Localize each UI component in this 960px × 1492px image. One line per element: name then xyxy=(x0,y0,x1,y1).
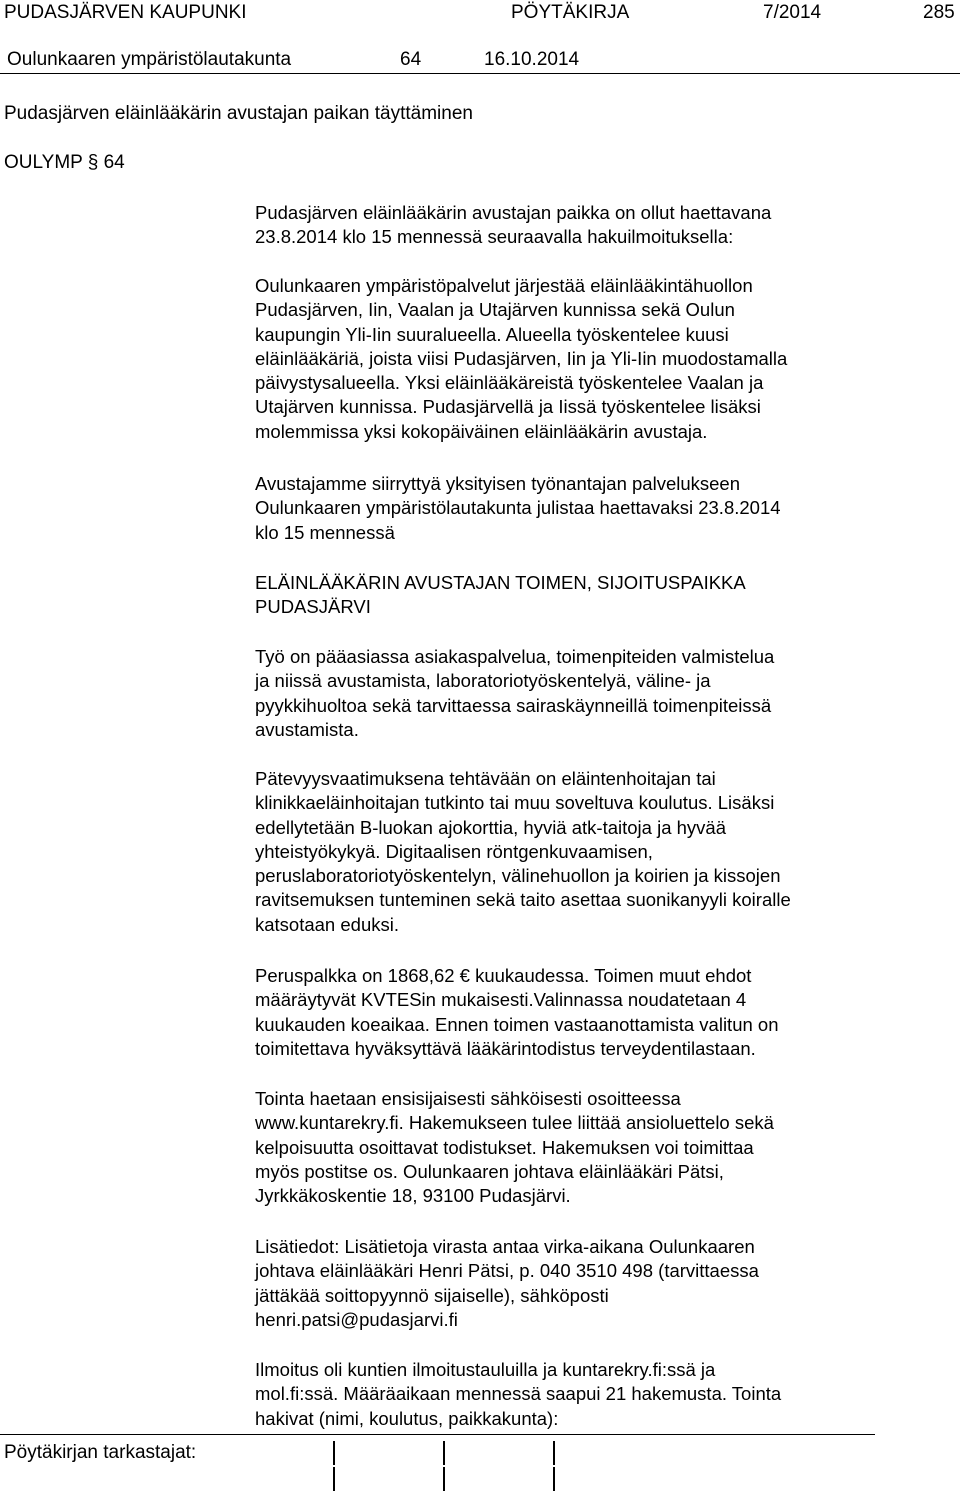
text-line: määräytyvät KVTESin mukaisesti.Valinnassa noudatetaan 4 xyxy=(255,989,747,1011)
org-name: PUDASJÄRVEN KAUPUNKI xyxy=(4,2,247,23)
paragraph-application xyxy=(255,1087,955,1208)
text-line: klo 15 mennessä xyxy=(255,521,395,543)
paragraph-applicants xyxy=(255,1358,955,1431)
text-line: www.kuntarekry.fi. Hakemukseen tulee liittää ansioluettelo sekä xyxy=(255,1112,774,1134)
text-line: Pätevyysvaatimuksena tehtävään on eläintenhoitajan tai xyxy=(255,768,716,789)
signature-separator xyxy=(333,1467,335,1491)
text-line: Peruspalkka on 1868,62 € kuukaudessa. Toimen muut ehdot xyxy=(255,965,752,986)
header-divider xyxy=(0,73,960,74)
text-line: mol.fi:ssä. Määräaikaan mennessä saapui 21 hakemusta. Tointa xyxy=(255,1383,782,1405)
document-type: PÖYTÄKIRJA xyxy=(511,2,630,23)
text-line: kuukauden koeaikaa. Ennen toimen vastaanottamista valitun on xyxy=(255,1013,779,1035)
text-line: Lisätiedot: Lisätietoja virasta antaa virka-aikana Oulunkaaren xyxy=(255,1236,755,1257)
text-line: Oulunkaaren ympäristölautakunta julistaa haettavaksi 23.8.2014 xyxy=(255,497,781,519)
paragraph-intro xyxy=(255,201,955,250)
text-line: Pudasjärven eläinlääkärin avustajan paikka on ollut haettavana xyxy=(255,202,772,223)
paragraph-announcement xyxy=(255,472,955,545)
text-line: Oulunkaaren ympäristöpalvelut järjestää eläinlääkintähuollon xyxy=(255,275,753,296)
text-line: edellytetään B-luokan ajokorttia, hyviä atk-taitoja ja hyvää xyxy=(255,816,726,838)
signature-separator xyxy=(443,1441,445,1465)
text-line: katsotaan eduksi. xyxy=(255,913,399,935)
text-line: eläinlääkäriä, joista viisi Pudasjärven, Iin ja Yli-Iin muodostamalla xyxy=(255,347,788,369)
text-line: ja niissä avustamista, laboratoriotyöskentelyä, väline- ja xyxy=(255,670,711,692)
footer-divider xyxy=(0,1434,875,1435)
paragraph-position-heading xyxy=(255,571,955,620)
page-number: 285 xyxy=(923,2,955,23)
text-line: ELÄINLÄÄKÄRIN AVUSTAJAN TOIMEN, SIJOITUSPAIKKA xyxy=(255,572,746,593)
text-line: pyykkihuoltoa sekä tarvittaessa sairaskäynneillä toimenpiteissä xyxy=(255,694,772,716)
committee-name: Oulunkaaren ympäristölautakunta xyxy=(7,49,292,70)
text-line: Avustajamme siirryttyä yksityisen työnantajan palvelukseen xyxy=(255,473,740,494)
issue-number: 7/2014 xyxy=(763,2,822,23)
paragraph-qualifications xyxy=(255,767,955,937)
section-reference: OULYMP § 64 xyxy=(4,152,125,173)
signature-separator xyxy=(333,1441,335,1465)
text-line: kelpoisuutta osoittavat todistukset. Hakemuksen voi toimittaa xyxy=(255,1136,754,1158)
text-line: johtava eläinlääkäri Henri Pätsi, p. 040 3510 498 (tarvittaessa xyxy=(255,1260,759,1282)
text-line: Jyrkkäkoskentie 18, 93100 Pudasjärvi. xyxy=(255,1185,571,1207)
text-line: päivystysalueella. Yksi eläinlääkäreistä työskentelee Vaalan ja xyxy=(255,372,764,394)
signature-separator xyxy=(553,1441,555,1465)
text-line: Ilmoitus oli kuntien ilmoitustauluilla ja kuntarekry.fi:ssä ja xyxy=(255,1359,716,1380)
paragraph-duties xyxy=(255,645,955,742)
text-line: henri.patsi@pudasjarvi.fi xyxy=(255,1308,458,1330)
signature-separator xyxy=(553,1467,555,1491)
text-line: peruslaboratoriotyöskentelyn, välinehuollon ja koirien ja kissojen xyxy=(255,865,781,887)
meeting-date: 16.10.2014 xyxy=(484,49,580,70)
paragraph-contact-info xyxy=(255,1235,955,1332)
text-line: Pudasjärven, Iin, Vaalan ja Utajärven kunnissa sekä Oulun xyxy=(255,299,735,321)
section-number: 64 xyxy=(400,49,422,70)
signature-separator xyxy=(443,1467,445,1491)
text-line: hakivat (nimi, koulutus, paikkakunta): xyxy=(255,1407,559,1429)
paragraph-service-area xyxy=(255,274,955,444)
text-line: Työ on pääasiassa asiakaspalvelua, toimenpiteiden valmistelua xyxy=(255,646,775,667)
text-line: molemmissa yksi kokopäiväinen eläinlääkärin avustaja. xyxy=(255,420,708,442)
text-line: PUDASJÄRVI xyxy=(255,596,371,618)
reviewers-label: Pöytäkirjan tarkastajat: xyxy=(4,1442,197,1463)
text-line: 23.8.2014 klo 15 mennessä seuraavalla hakuilmoituksella: xyxy=(255,226,734,248)
text-line: yhteistyökykyä. Digitaalisen röntgenkuvaamisen, xyxy=(255,840,653,862)
text-line: kaupungin Yli-Iin suuralueella. Alueella työskentelee kuusi xyxy=(255,323,729,345)
text-line: avustamista. xyxy=(255,718,359,740)
text-line: ravitsemuksen tunteminen sekä taito asettaa suonikanyyli koiralle xyxy=(255,889,791,911)
text-line: toimitettava hyväksyttävä lääkärintodistus terveydentilastaan. xyxy=(255,1037,756,1059)
text-line: Tointa haetaan ensisijaisesti sähköisesti osoitteessa xyxy=(255,1088,681,1109)
paragraph-salary xyxy=(255,964,955,1061)
text-line: jättäkää soittopyynnö sijaiselle), sähköposti xyxy=(255,1284,609,1306)
text-line: myös postitse os. Oulunkaaren johtava eläinlääkäri Pätsi, xyxy=(255,1160,724,1182)
page-title: Pudasjärven eläinlääkärin avustajan paikan täyttäminen xyxy=(4,103,473,124)
text-line: klinikkaeläinhoitajan tutkinto tai muu soveltuva koulutus. Lisäksi xyxy=(255,792,775,814)
text-line: Utajärven kunnissa. Pudasjärvellä ja Iissä työskentelee lisäksi xyxy=(255,396,761,418)
